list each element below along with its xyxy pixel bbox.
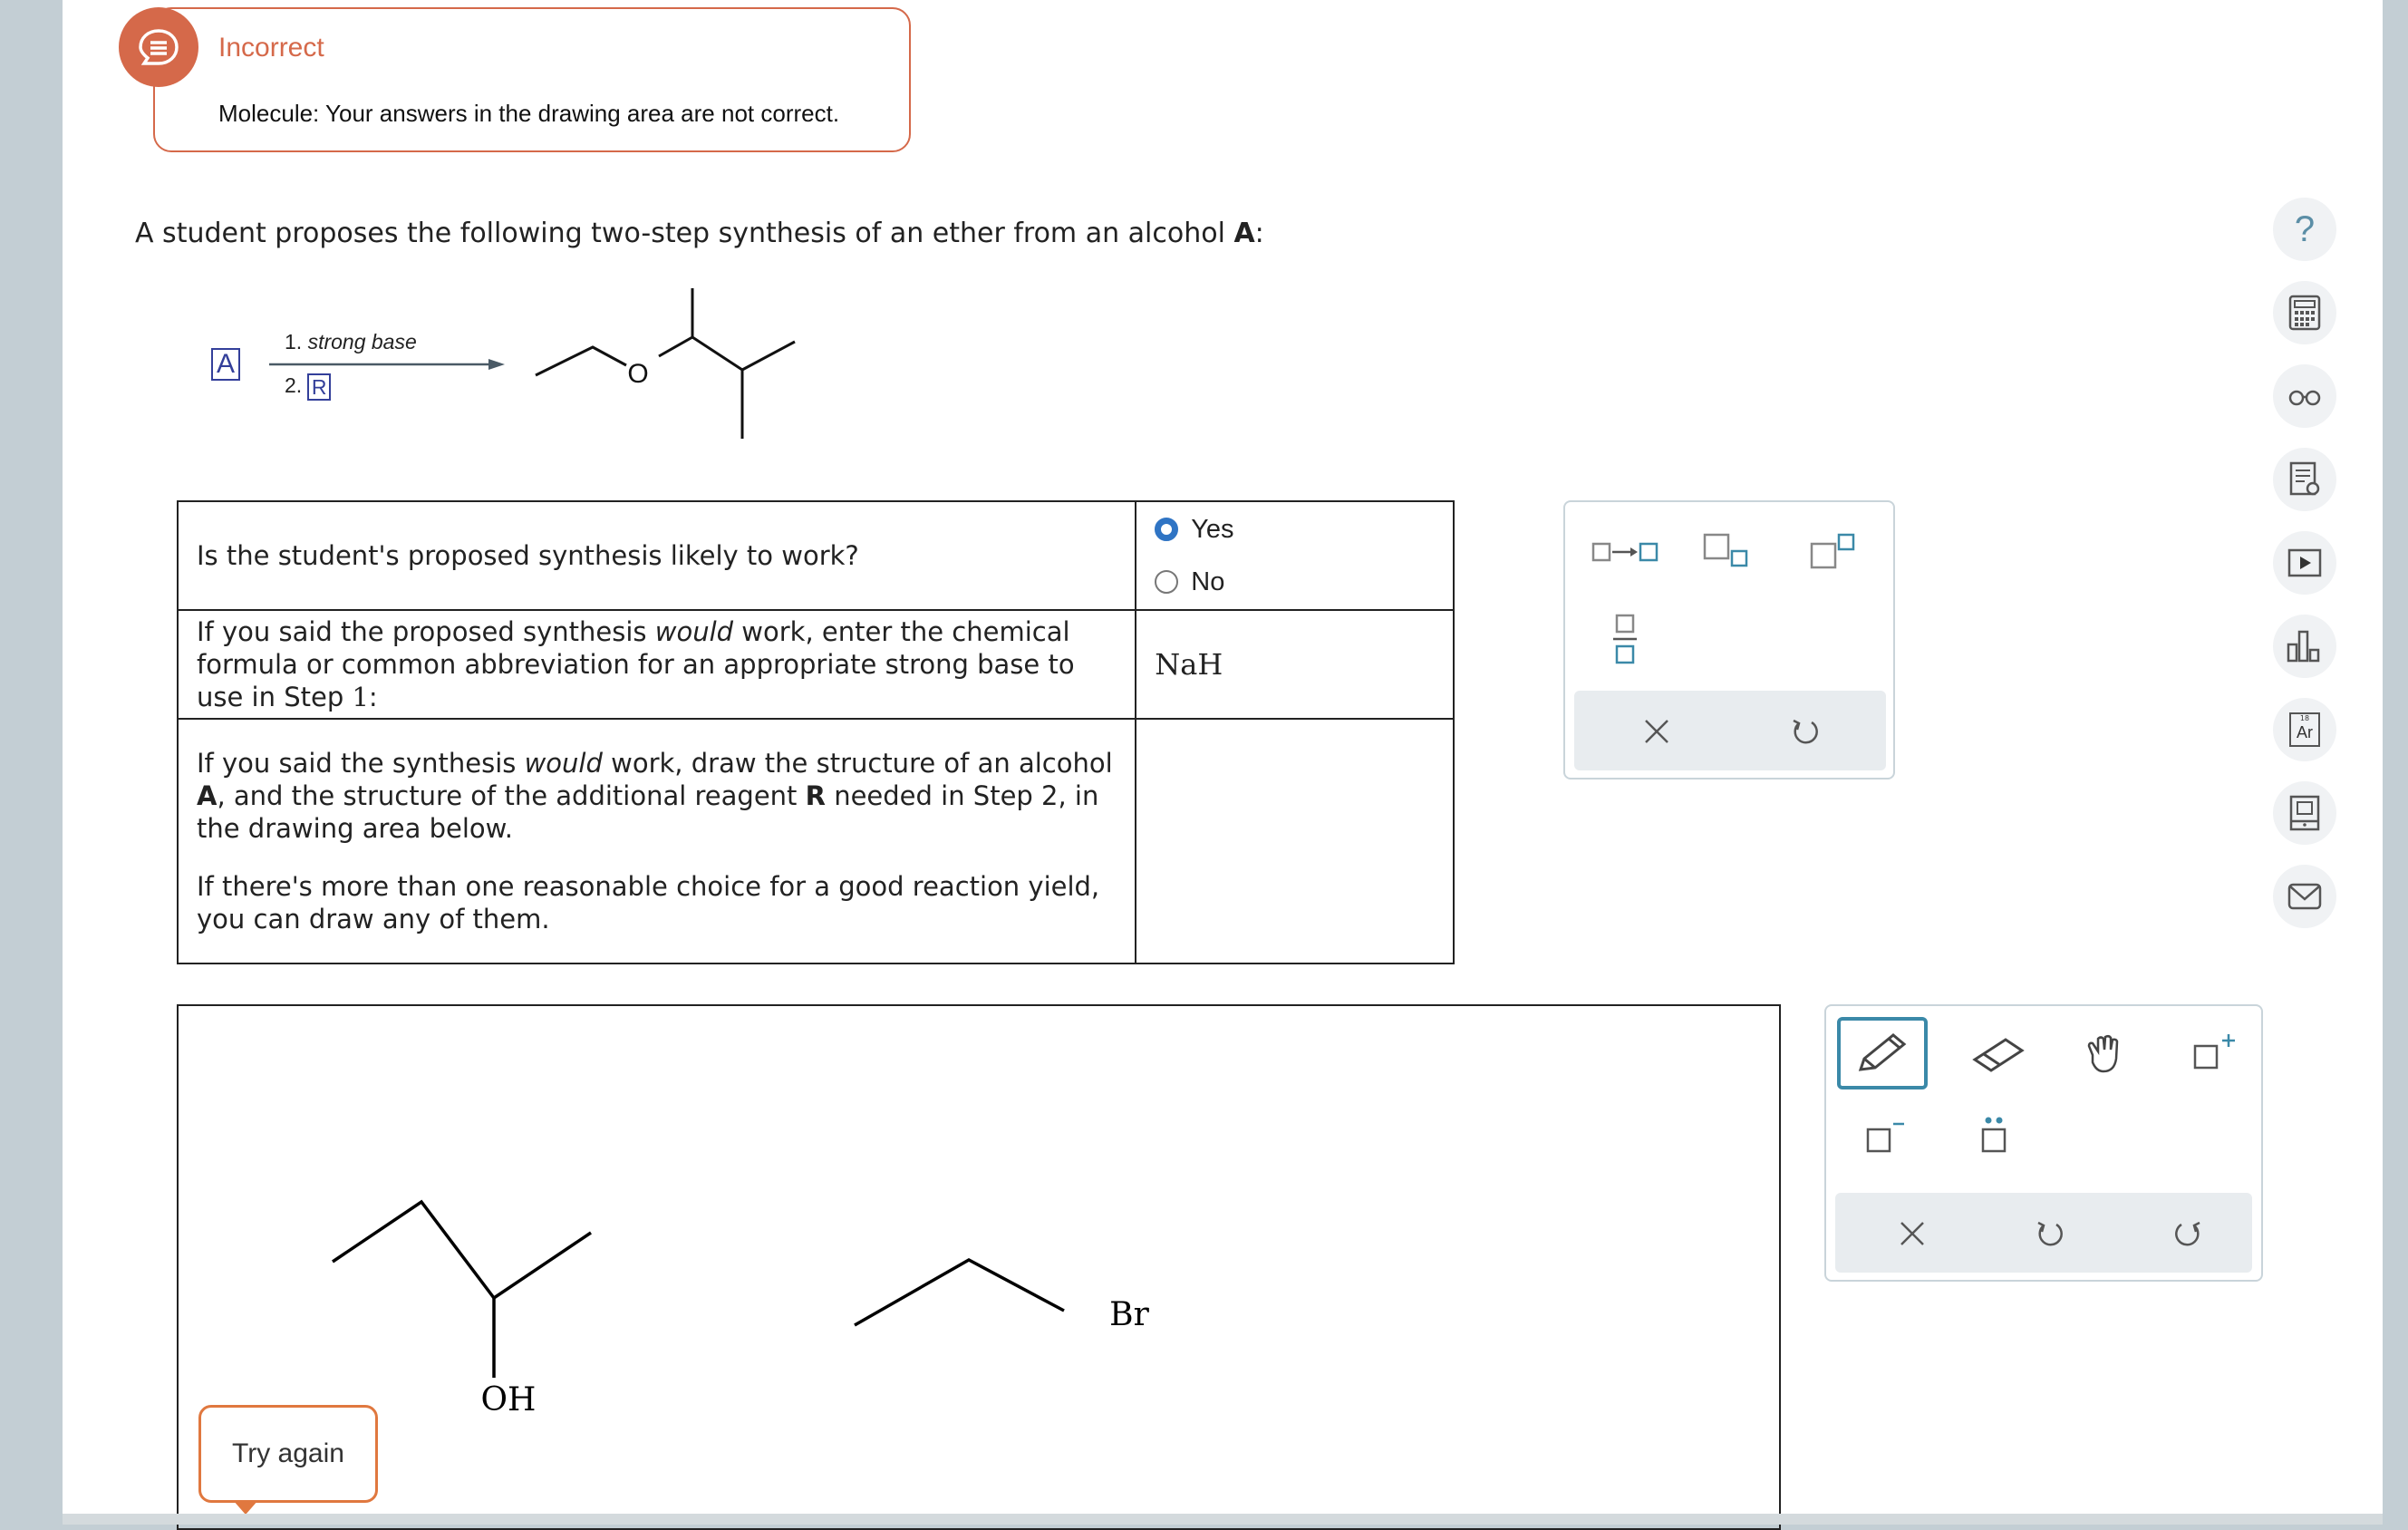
- page: [63, 0, 2383, 1514]
- pencil-icon: [1853, 1030, 1911, 1077]
- reagent-r-box: R: [307, 373, 331, 401]
- play-video-icon: [2287, 547, 2323, 578]
- q3-text-b: work, draw the structure of an alcohol: [602, 748, 1113, 779]
- question-text: [135, 218, 1264, 249]
- help-icon: ?: [2294, 208, 2316, 249]
- feedback-box: [153, 7, 911, 152]
- eraser-tool-button[interactable]: [1962, 1024, 2035, 1084]
- periodic-table-button[interactable]: [2273, 698, 2336, 761]
- answer-1-cell: [1136, 501, 1454, 610]
- bar-chart-icon: [2285, 628, 2325, 664]
- periodic-symbol: Ar: [2297, 723, 2313, 741]
- radio-yes-label: Yes: [1191, 515, 1234, 544]
- formula-palette: [1563, 500, 1895, 780]
- negative-charge-button[interactable]: [1853, 1106, 1917, 1166]
- undo-icon: [2035, 1218, 2065, 1249]
- q2-text-a: If you said the proposed synthesis: [197, 616, 655, 647]
- table-row: [178, 610, 1454, 719]
- feedback-title: Incorrect: [218, 33, 324, 63]
- q3-text-d: needed in Step 2, in the drawing area below.: [197, 780, 1099, 844]
- calculator-icon: [2287, 294, 2323, 332]
- question-suffix: :: [1254, 218, 1264, 249]
- clear-drawing-button[interactable]: [1890, 1211, 1935, 1256]
- add-atom-charge-button[interactable]: [2183, 1024, 2247, 1084]
- fraction-icon: [1611, 612, 1639, 666]
- alcohol-skeleton[interactable]: [333, 1202, 591, 1298]
- q3-bold-R: R: [805, 780, 826, 811]
- drawing-tools-palette: [1824, 1004, 2263, 1282]
- box-arrow-box-icon: [1591, 538, 1659, 566]
- feedback-icon[interactable]: [119, 7, 198, 87]
- drawing-area[interactable]: [177, 1004, 1781, 1530]
- q2-emphasis: would: [654, 616, 734, 647]
- reaction-arrow: [262, 355, 507, 373]
- close-icon: [1643, 718, 1670, 745]
- undo-icon: [1790, 716, 1821, 747]
- q3-bold-A: A: [197, 780, 218, 811]
- lone-pair-button[interactable]: [1962, 1106, 2026, 1166]
- envelope-icon: [2287, 882, 2323, 911]
- reactant-a-box: A: [211, 348, 240, 381]
- step1-number: 1.: [285, 330, 303, 353]
- formula-palette-actions: [1574, 691, 1886, 770]
- fraction-button[interactable]: [1605, 609, 1645, 669]
- question-prefix: A student proposes the following two-step synthesis of an ether from an alcohol: [135, 218, 1234, 249]
- radio-no-label: No: [1191, 567, 1225, 596]
- reaction-arrow-template-button[interactable]: [1589, 529, 1661, 575]
- alcohol-oh-label[interactable]: OH: [480, 1381, 537, 1419]
- feedback-message: Molecule: Your answers in the drawing area are not correct.: [218, 100, 840, 127]
- ether-product-structure: [525, 281, 815, 444]
- redo-icon: [2172, 1218, 2203, 1249]
- question-bold-A: A: [1233, 218, 1255, 249]
- base-answer-field[interactable]: [1136, 610, 1454, 719]
- hand-tool-button[interactable]: [2073, 1024, 2136, 1084]
- close-icon: [1899, 1220, 1926, 1247]
- q2-text-b: work, enter the chemical formula or common abbreviation for an appropriate strong base to use in Step: [197, 616, 1075, 712]
- question-4-paragraph: If there's more than one reasonable choice for a good reaction yield, you can draw any of them.: [197, 871, 1100, 934]
- q2-step-number: 1: [352, 682, 369, 712]
- q3-text-a: If you said the synthesis: [197, 748, 525, 779]
- lone-pair-icon: [1971, 1113, 2016, 1158]
- clear-button[interactable]: [1634, 709, 1679, 754]
- radio-yes-button[interactable]: [1155, 518, 1178, 541]
- chat-bubble-icon: [137, 25, 180, 69]
- drawn-structures: [179, 1006, 1779, 1526]
- undo-drawing-button[interactable]: [2027, 1211, 2073, 1256]
- step2-label: [285, 373, 331, 401]
- periodic-table-icon: [2289, 712, 2320, 747]
- halide-skeleton[interactable]: [855, 1260, 1064, 1325]
- reference-book-icon: [2287, 794, 2323, 832]
- base-answer-value: NaH: [1155, 646, 1223, 682]
- box-minus-icon: [1862, 1113, 1908, 1158]
- answer-3-cell: [1136, 719, 1454, 964]
- radio-no-button[interactable]: [1155, 570, 1178, 594]
- eraser-icon: [1969, 1034, 2027, 1074]
- calculator-button[interactable]: [2273, 281, 2336, 344]
- answer-table: [177, 500, 1455, 964]
- superscript-button[interactable]: [1806, 524, 1861, 578]
- subscript-button[interactable]: [1699, 524, 1754, 578]
- radio-yes[interactable]: [1155, 503, 1435, 556]
- undo-button[interactable]: [1783, 709, 1828, 754]
- drawing-palette-actions: [1835, 1193, 2252, 1273]
- bottom-scrollbar[interactable]: [63, 1514, 2383, 1525]
- step2-number: 2.: [285, 373, 303, 398]
- reference-button[interactable]: [2273, 781, 2336, 845]
- textbook-button[interactable]: [2273, 448, 2336, 511]
- step1-label: [285, 330, 417, 354]
- halide-br-label[interactable]: Br: [1109, 1296, 1149, 1333]
- try-again-button[interactable]: Try again: [198, 1405, 378, 1503]
- table-row: [178, 719, 1454, 964]
- redo-drawing-button[interactable]: [2165, 1211, 2210, 1256]
- message-button[interactable]: [2273, 865, 2336, 928]
- question-2-text: [178, 610, 1136, 719]
- document-search-icon: [2287, 460, 2323, 499]
- ether-oxygen-label: O: [627, 359, 649, 389]
- question-1-text: Is the student's proposed synthesis likely to work?: [178, 501, 1136, 610]
- radio-no[interactable]: [1155, 556, 1435, 608]
- q2-text-c: :: [368, 682, 378, 712]
- step1-text: strong base: [307, 330, 417, 353]
- q3-text-c: , and the structure of the additional reagent: [217, 780, 806, 811]
- try-again-pointer: [233, 1500, 258, 1515]
- question-3-paragraph: [197, 747, 1117, 845]
- subscript-icon: [1701, 531, 1752, 571]
- accessibility-button[interactable]: [2273, 364, 2336, 428]
- table-row: [178, 501, 1454, 610]
- glasses-icon: [2287, 385, 2323, 407]
- data-button[interactable]: [2273, 615, 2336, 678]
- superscript-icon: [1808, 531, 1859, 571]
- help-button[interactable]: [2273, 198, 2336, 261]
- box-plus-icon: [2190, 1031, 2240, 1077]
- hand-icon: [2082, 1031, 2127, 1077]
- pencil-tool-button[interactable]: [1837, 1017, 1928, 1089]
- video-button[interactable]: [2273, 531, 2336, 595]
- q3-emphasis: would: [524, 748, 603, 779]
- periodic-number: 18: [2299, 714, 2310, 722]
- question-3-text: [178, 719, 1136, 964]
